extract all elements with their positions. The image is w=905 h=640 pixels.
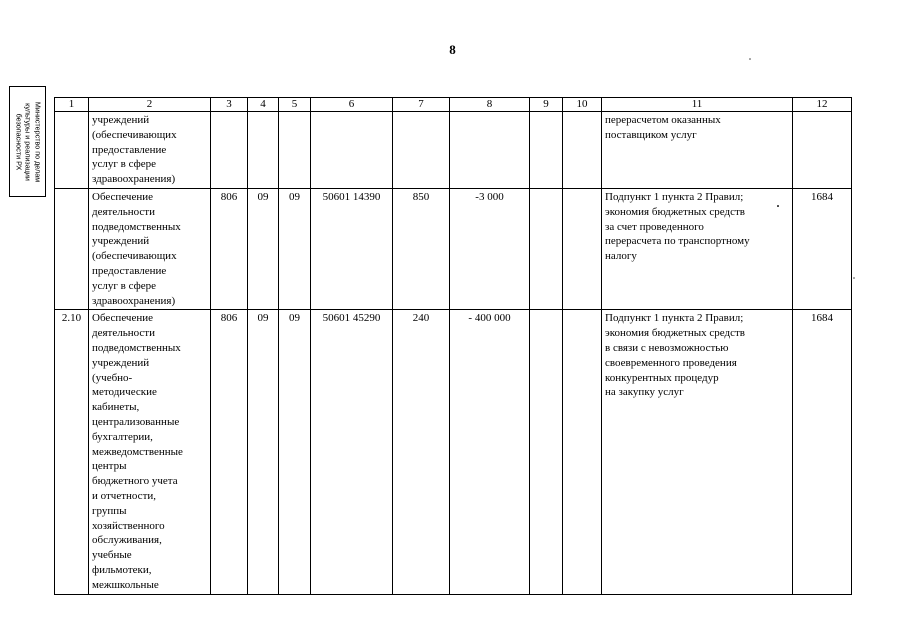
row-number	[55, 188, 89, 309]
table-row	[55, 310, 852, 595]
item-description: Обеспечение деятельности подведомственных учреждений (учебно- методические кабинеты, централизованные бухгалтерии, межведомственные центры бюджетного учета и отчетности, группы хозяйственного обслуживания, учебные фильмотеки, межшкольные	[89, 310, 211, 595]
code-cell: 806	[211, 310, 248, 595]
page-number: 8	[449, 42, 456, 57]
header-cell: 3	[211, 98, 248, 112]
header-cell: 12	[793, 98, 852, 112]
header-cell: 7	[393, 98, 450, 112]
code-cell: 50601 45290	[311, 310, 393, 595]
stamp-line: безопасности РХ	[13, 113, 23, 170]
row-number	[55, 112, 89, 189]
empty-cell	[530, 310, 563, 595]
header-cell: 9	[530, 98, 563, 112]
code-cell: 1684	[793, 188, 852, 309]
table-row	[55, 112, 852, 189]
code-cell: 850	[393, 188, 450, 309]
header-cell: 10	[563, 98, 602, 112]
code-cell	[793, 112, 852, 189]
header-cell: 4	[248, 98, 279, 112]
amount-cell: -3 000	[450, 188, 530, 309]
code-cell	[393, 112, 450, 189]
basis-text: Подпункт 1 пункта 2 Правил; экономия бюджетных средств в связи с невозможностью своевременного проведения конкурентных процедур на закупку услуг	[602, 310, 793, 595]
code-cell: 09	[279, 310, 311, 595]
amount-cell: - 400 000	[450, 310, 530, 595]
code-cell: 806	[211, 188, 248, 309]
code-cell	[279, 112, 311, 189]
basis-text: Подпункт 1 пункта 2 Правил; экономия бюджетных средств за счет проведенного перерасчета по транспортному налогу	[602, 188, 793, 309]
code-cell	[248, 112, 279, 189]
empty-cell	[563, 310, 602, 595]
scan-speck	[777, 205, 779, 207]
stamp-line: Министерство по делам	[32, 101, 42, 182]
empty-cell	[530, 188, 563, 309]
header-row	[55, 98, 852, 112]
empty-cell	[530, 112, 563, 189]
empty-cell	[563, 188, 602, 309]
stamp-line: культуры и реализации	[23, 102, 33, 181]
code-cell: 50601 14390	[311, 188, 393, 309]
header-cell: 8	[450, 98, 530, 112]
row-number: 2.10	[55, 310, 89, 595]
code-cell: 1684	[793, 310, 852, 595]
item-description: Обеспечение деятельности подведомственных учреждений (обеспечивающих предоставление услуг в сфере здравоохранения)	[89, 188, 211, 309]
budget-changes-table	[54, 97, 852, 595]
table-row	[55, 188, 852, 309]
item-description: учреждений (обеспечивающих предоставление услуг в сфере здравоохранения)	[89, 112, 211, 189]
header-cell: 5	[279, 98, 311, 112]
code-cell: 09	[279, 188, 311, 309]
empty-cell	[563, 112, 602, 189]
code-cell: 09	[248, 310, 279, 595]
code-cell: 240	[393, 310, 450, 595]
scan-speck	[749, 58, 751, 60]
amount-cell	[450, 112, 530, 189]
basis-text: перерасчетом оказанных поставщиком услуг	[602, 112, 793, 189]
header-cell: 1	[55, 98, 89, 112]
code-cell	[311, 112, 393, 189]
header-cell: 6	[311, 98, 393, 112]
stamp-text	[13, 86, 42, 197]
code-cell	[211, 112, 248, 189]
registration-stamp	[9, 86, 46, 197]
code-cell: 09	[248, 188, 279, 309]
scan-speck	[853, 277, 855, 279]
header-cell: 2	[89, 98, 211, 112]
header-cell: 11	[602, 98, 793, 112]
